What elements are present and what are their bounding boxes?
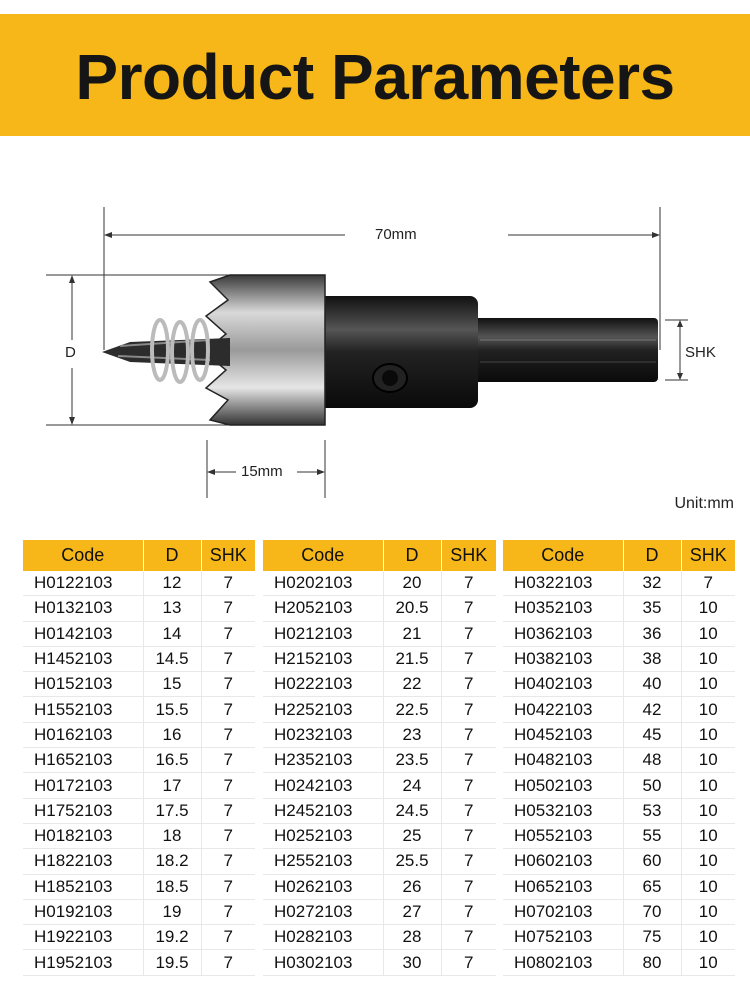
table-row [23,874,255,899]
code-cell: H1922103 [23,925,143,950]
depth-label: 15mm [238,463,286,480]
table-row [23,722,255,747]
table-row [503,773,735,798]
diameter-cell: 42 [623,697,681,722]
table-row [503,697,735,722]
table-row [263,874,496,899]
shank-cell: 7 [441,849,496,874]
diameter-cell: 23 [383,722,441,747]
code-cell: H0192103 [23,899,143,924]
diameter-cell: 40 [623,672,681,697]
code-cell: H0362103 [503,621,623,646]
shank-cell: 10 [681,621,735,646]
shank-cell: 10 [681,823,735,848]
table-row [23,571,255,596]
code-cell: H0142103 [23,621,143,646]
shank-cell: 7 [441,748,496,773]
code-cell: H0132103 [23,596,143,621]
code-cell: H0282103 [263,925,383,950]
code-cell: H0552103 [503,823,623,848]
code-cell: H0422103 [503,697,623,722]
column-header-d: D [623,540,681,571]
table-row [23,697,255,722]
diameter-cell: 14 [143,621,201,646]
spec-table-1 [23,540,255,976]
table-row [503,798,735,823]
code-cell: H0802103 [503,950,623,975]
diameter-cell: 19 [143,899,201,924]
diameter-cell: 60 [623,849,681,874]
shank-cell: 7 [441,722,496,747]
shank-cell: 7 [201,950,255,975]
shank-cell: 7 [441,773,496,798]
code-cell: H1452103 [23,646,143,671]
unit-label: Unit:mm [674,495,734,512]
shank-cell: 10 [681,950,735,975]
spec-table-3 [503,540,735,976]
code-cell: H0502103 [503,773,623,798]
shank-cell: 7 [441,925,496,950]
shank-cell: 10 [681,798,735,823]
code-cell: H0452103 [503,722,623,747]
diameter-cell: 22.5 [383,697,441,722]
table-row [263,798,496,823]
code-cell: H0602103 [503,849,623,874]
code-cell: H0252103 [263,823,383,848]
table-row [263,722,496,747]
diameter-cell: 22 [383,672,441,697]
diameter-cell: 18.5 [143,874,201,899]
diameter-cell: 12 [143,571,201,596]
table-row [263,621,496,646]
shank-cell: 7 [441,571,496,596]
code-cell: H0152103 [23,672,143,697]
table-row [23,823,255,848]
code-cell: H1752103 [23,798,143,823]
shank-cell: 7 [441,798,496,823]
table-row [23,899,255,924]
shank-cell: 7 [441,621,496,646]
shank-cell: 7 [441,672,496,697]
shank-cell: 7 [441,899,496,924]
table-row [23,621,255,646]
column-header-code: Code [263,540,383,571]
table-row [263,849,496,874]
table-row [503,925,735,950]
code-cell: H0182103 [23,823,143,848]
table-row [263,925,496,950]
diameter-cell: 15 [143,672,201,697]
code-cell: H2252103 [263,697,383,722]
code-cell: H0482103 [503,748,623,773]
table-row [263,748,496,773]
code-cell: H1552103 [23,697,143,722]
spec-table-2 [263,540,496,976]
shank-cell: 10 [681,925,735,950]
column-header-shk: SHK [441,540,496,571]
column-header-shk: SHK [201,540,255,571]
shank-cell: 10 [681,874,735,899]
diameter-cell: 38 [623,646,681,671]
table-row [263,596,496,621]
code-cell: H2452103 [263,798,383,823]
column-header-code: Code [503,540,623,571]
code-cell: H2552103 [263,849,383,874]
shank-cell: 7 [201,773,255,798]
diameter-cell: 48 [623,748,681,773]
shank-cell: 7 [441,646,496,671]
column-header-d: D [383,540,441,571]
table-row [503,722,735,747]
shank-cell: 10 [681,748,735,773]
diameter-cell: 55 [623,823,681,848]
code-cell: H0652103 [503,874,623,899]
code-cell: H0702103 [503,899,623,924]
table-row [503,899,735,924]
shank-cell: 7 [441,697,496,722]
shank-cell: 7 [201,874,255,899]
shank-cell: 7 [201,672,255,697]
column-header-shk: SHK [681,540,735,571]
code-cell: H0382103 [503,646,623,671]
table-row [503,646,735,671]
table-row [23,798,255,823]
table-row [503,874,735,899]
code-cell: H0122103 [23,571,143,596]
diameter-cell: 30 [383,950,441,975]
diameter-label: D [62,344,79,361]
page-title: Product Parameters [75,41,675,113]
shank-cell: 7 [201,748,255,773]
diameter-cell: 53 [623,798,681,823]
column-header-d: D [143,540,201,571]
diameter-cell: 24 [383,773,441,798]
table-row [503,596,735,621]
shank-cell: 10 [681,722,735,747]
diameter-cell: 25 [383,823,441,848]
diameter-cell: 26 [383,874,441,899]
code-cell: H0172103 [23,773,143,798]
shank-cell: 7 [201,849,255,874]
table-row [263,672,496,697]
code-cell: H0212103 [263,621,383,646]
code-cell: H2152103 [263,646,383,671]
code-cell: H1852103 [23,874,143,899]
shank-cell: 7 [441,874,496,899]
shank-cell: 7 [201,571,255,596]
diameter-cell: 21.5 [383,646,441,671]
shank-cell: 7 [201,697,255,722]
shank-cell: 7 [201,621,255,646]
diameter-cell: 75 [623,925,681,950]
code-cell: H0402103 [503,672,623,697]
table-row [503,849,735,874]
code-cell: H1652103 [23,748,143,773]
code-cell: H2352103 [263,748,383,773]
table-row [503,571,735,596]
shank-cell: 10 [681,773,735,798]
code-cell: H1952103 [23,950,143,975]
diameter-cell: 21 [383,621,441,646]
table-row [263,899,496,924]
code-cell: H0302103 [263,950,383,975]
diameter-cell: 17 [143,773,201,798]
code-cell: H0242103 [263,773,383,798]
table-row [263,950,496,975]
diameter-cell: 14.5 [143,646,201,671]
table-row [23,596,255,621]
column-header-code: Code [23,540,143,571]
diameter-cell: 20.5 [383,596,441,621]
table-row [263,697,496,722]
shank-cell: 7 [201,798,255,823]
shank-cell: 7 [441,950,496,975]
code-cell: H1822103 [23,849,143,874]
code-cell: H0322103 [503,571,623,596]
table-row [263,646,496,671]
code-cell: H2052103 [263,596,383,621]
shank-cell: 7 [201,646,255,671]
diameter-cell: 19.2 [143,925,201,950]
diameter-cell: 28 [383,925,441,950]
diameter-cell: 35 [623,596,681,621]
table-row [263,823,496,848]
code-cell: H0202103 [263,571,383,596]
table-row [23,773,255,798]
diameter-cell: 16 [143,722,201,747]
table-row [23,925,255,950]
diameter-cell: 27 [383,899,441,924]
table-row [503,672,735,697]
code-cell: H0162103 [23,722,143,747]
code-cell: H0262103 [263,874,383,899]
shank-label: SHK [682,344,719,361]
diameter-cell: 18 [143,823,201,848]
shank-cell: 7 [681,571,735,596]
shank-cell: 7 [201,925,255,950]
diameter-cell: 25.5 [383,849,441,874]
table-row [503,621,735,646]
table-row [23,748,255,773]
diameter-cell: 20 [383,571,441,596]
diameter-cell: 50 [623,773,681,798]
shank-cell: 10 [681,849,735,874]
table-row [23,849,255,874]
diameter-cell: 65 [623,874,681,899]
code-cell: H0352103 [503,596,623,621]
code-cell: H0232103 [263,722,383,747]
diameter-cell: 19.5 [143,950,201,975]
shank-cell: 10 [681,672,735,697]
code-cell: H0272103 [263,899,383,924]
code-cell: H0752103 [503,925,623,950]
diameter-cell: 24.5 [383,798,441,823]
diameter-cell: 15.5 [143,697,201,722]
diameter-cell: 16.5 [143,748,201,773]
shank-cell: 10 [681,596,735,621]
shank-cell: 7 [201,596,255,621]
code-cell: H0222103 [263,672,383,697]
diameter-cell: 70 [623,899,681,924]
diameter-cell: 17.5 [143,798,201,823]
shank-cell: 10 [681,697,735,722]
shank-cell: 7 [441,596,496,621]
table-row [263,773,496,798]
shank-cell: 7 [441,823,496,848]
code-cell: H0532103 [503,798,623,823]
shank-cell: 10 [681,899,735,924]
diameter-cell: 18.2 [143,849,201,874]
shank-cell: 10 [681,646,735,671]
shank-cell: 7 [201,823,255,848]
shank-cell: 7 [201,899,255,924]
table-row [503,823,735,848]
diameter-cell: 13 [143,596,201,621]
shank-cell: 7 [201,722,255,747]
diameter-cell: 36 [623,621,681,646]
table-row [503,748,735,773]
table-row [23,672,255,697]
diameter-cell: 23.5 [383,748,441,773]
table-row [23,950,255,975]
diameter-cell: 45 [623,722,681,747]
title-banner [0,14,750,136]
table-row [263,571,496,596]
table-row [503,950,735,975]
diameter-cell: 80 [623,950,681,975]
diameter-cell: 32 [623,571,681,596]
length-label: 70mm [372,226,420,243]
table-row [23,646,255,671]
